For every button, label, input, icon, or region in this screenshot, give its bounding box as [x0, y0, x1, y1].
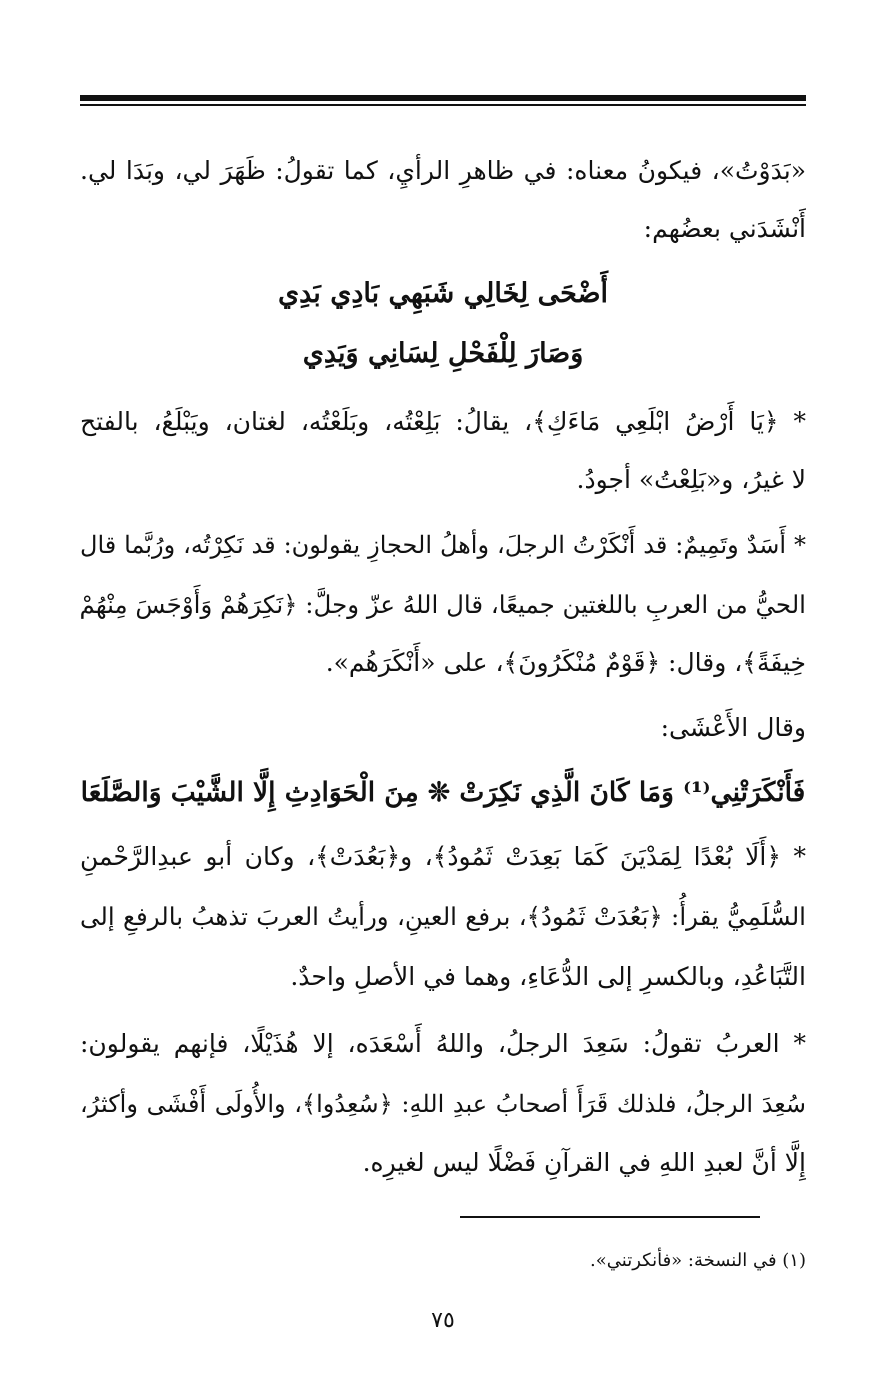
poem-verse-3: فَأَنْكَرَتْنِي⁽¹⁾ وَمَا كَانَ الَّذِي نَكِرَتْ ❊ مِنَ الْحَوَادِثِ إِلَّا الشَّيْبَ وَالصَّلَعَا [80, 777, 806, 808]
text-line-1: «بَدَوْتُ»، فيكونُ معناه: في ظاهرِ الرأيِ، كما تقولُ: ظَهَرَ لي، وبَدَا لي. [80, 156, 806, 185]
text-line-13: السُّلَمِيُّ يقرأُ: ﴿بَعُدَتْ ثَمُودُ﴾، برفع العينِ، ورأيتُ العربَ تذهبُ بالرفعِ إلى [80, 902, 806, 931]
text-line-6: لا غيرُ، و«بَلِعْتُ» أجودُ. [576, 465, 806, 494]
poem-verse-2: وَصَارَ لِلْفَحْلِ لِسَانِي وَيَدِي [302, 338, 584, 369]
text-line-7: * أَسَدٌ وتَمِيمٌ: قد أَنْكَرْتُ الرجلَ، وأهلُ الحجازِ يقولون: قد نَكِرْتُه، ورُبَّما قال [80, 531, 806, 559]
text-line-14: التَّبَاعُدِ، وبالكسرِ إلى الدُّعَاءِ، وهما في الأصلِ واحدٌ. [290, 962, 806, 991]
footnote: (١) في النسخة: «فأنكرتني». [590, 1250, 806, 1271]
poem-verse-1: أَضْحَى لِخَالِي شَبَهِي بَادِي بَدِي [277, 278, 608, 309]
text-line-5: * ﴿يَا أَرْضُ ابْلَعِي مَاءَكِ﴾، يقالُ: بَلِعْتُه، وبَلَعْتُه، لغتان، ويَبْلَعُ، بالفتح [80, 407, 806, 436]
text-line-9: خِيفَةً﴾، وقال: ﴿قَوْمٌ مُنْكَرُونَ﴾، على «أَنْكَرَهُم». [325, 648, 806, 677]
text-line-8: الحيُّ من العربِ باللغتين جميعًا، قال اللهُ عزّ وجلَّ: ﴿نَكِرَهُمْ وَأَوْجَسَ مِنْهُمْ [80, 590, 806, 619]
header-rule-thin [80, 104, 806, 106]
text-line-10: وقال الأَعْشَى: [660, 713, 806, 742]
text-line-16: سُعِدَ الرجلُ، فلذلك قَرَأَ أصحابُ عبدِ اللهِ: ﴿سُعِدُوا﴾، والأُولَى أَفْشَى وأكثرُ، [80, 1090, 806, 1118]
page-number: ٧٥ [431, 1308, 455, 1333]
text-line-15: * العربُ تقولُ: سَعِدَ الرجلُ، واللهُ أَسْعَدَه، إلا هُذَيْلًا، فإنهم يقولون: [80, 1029, 806, 1058]
header-rule-thick [80, 95, 806, 101]
text-line-2: أَنْشَدَني بعضُهم: [643, 214, 806, 243]
text-line-12: * ﴿أَلَا بُعْدًا لِمَدْيَنَ كَمَا بَعِدَتْ ثَمُودُ﴾، و﴿بَعُدَتْ﴾، وكان أبو عبدِالرَّحْمنِ [80, 842, 806, 871]
text-line-17: إِلَّا أنَّ لعبدِ اللهِ في القرآنِ فَضْلًا ليس لغيرِه. [362, 1148, 806, 1177]
footnote-rule [460, 1216, 760, 1218]
